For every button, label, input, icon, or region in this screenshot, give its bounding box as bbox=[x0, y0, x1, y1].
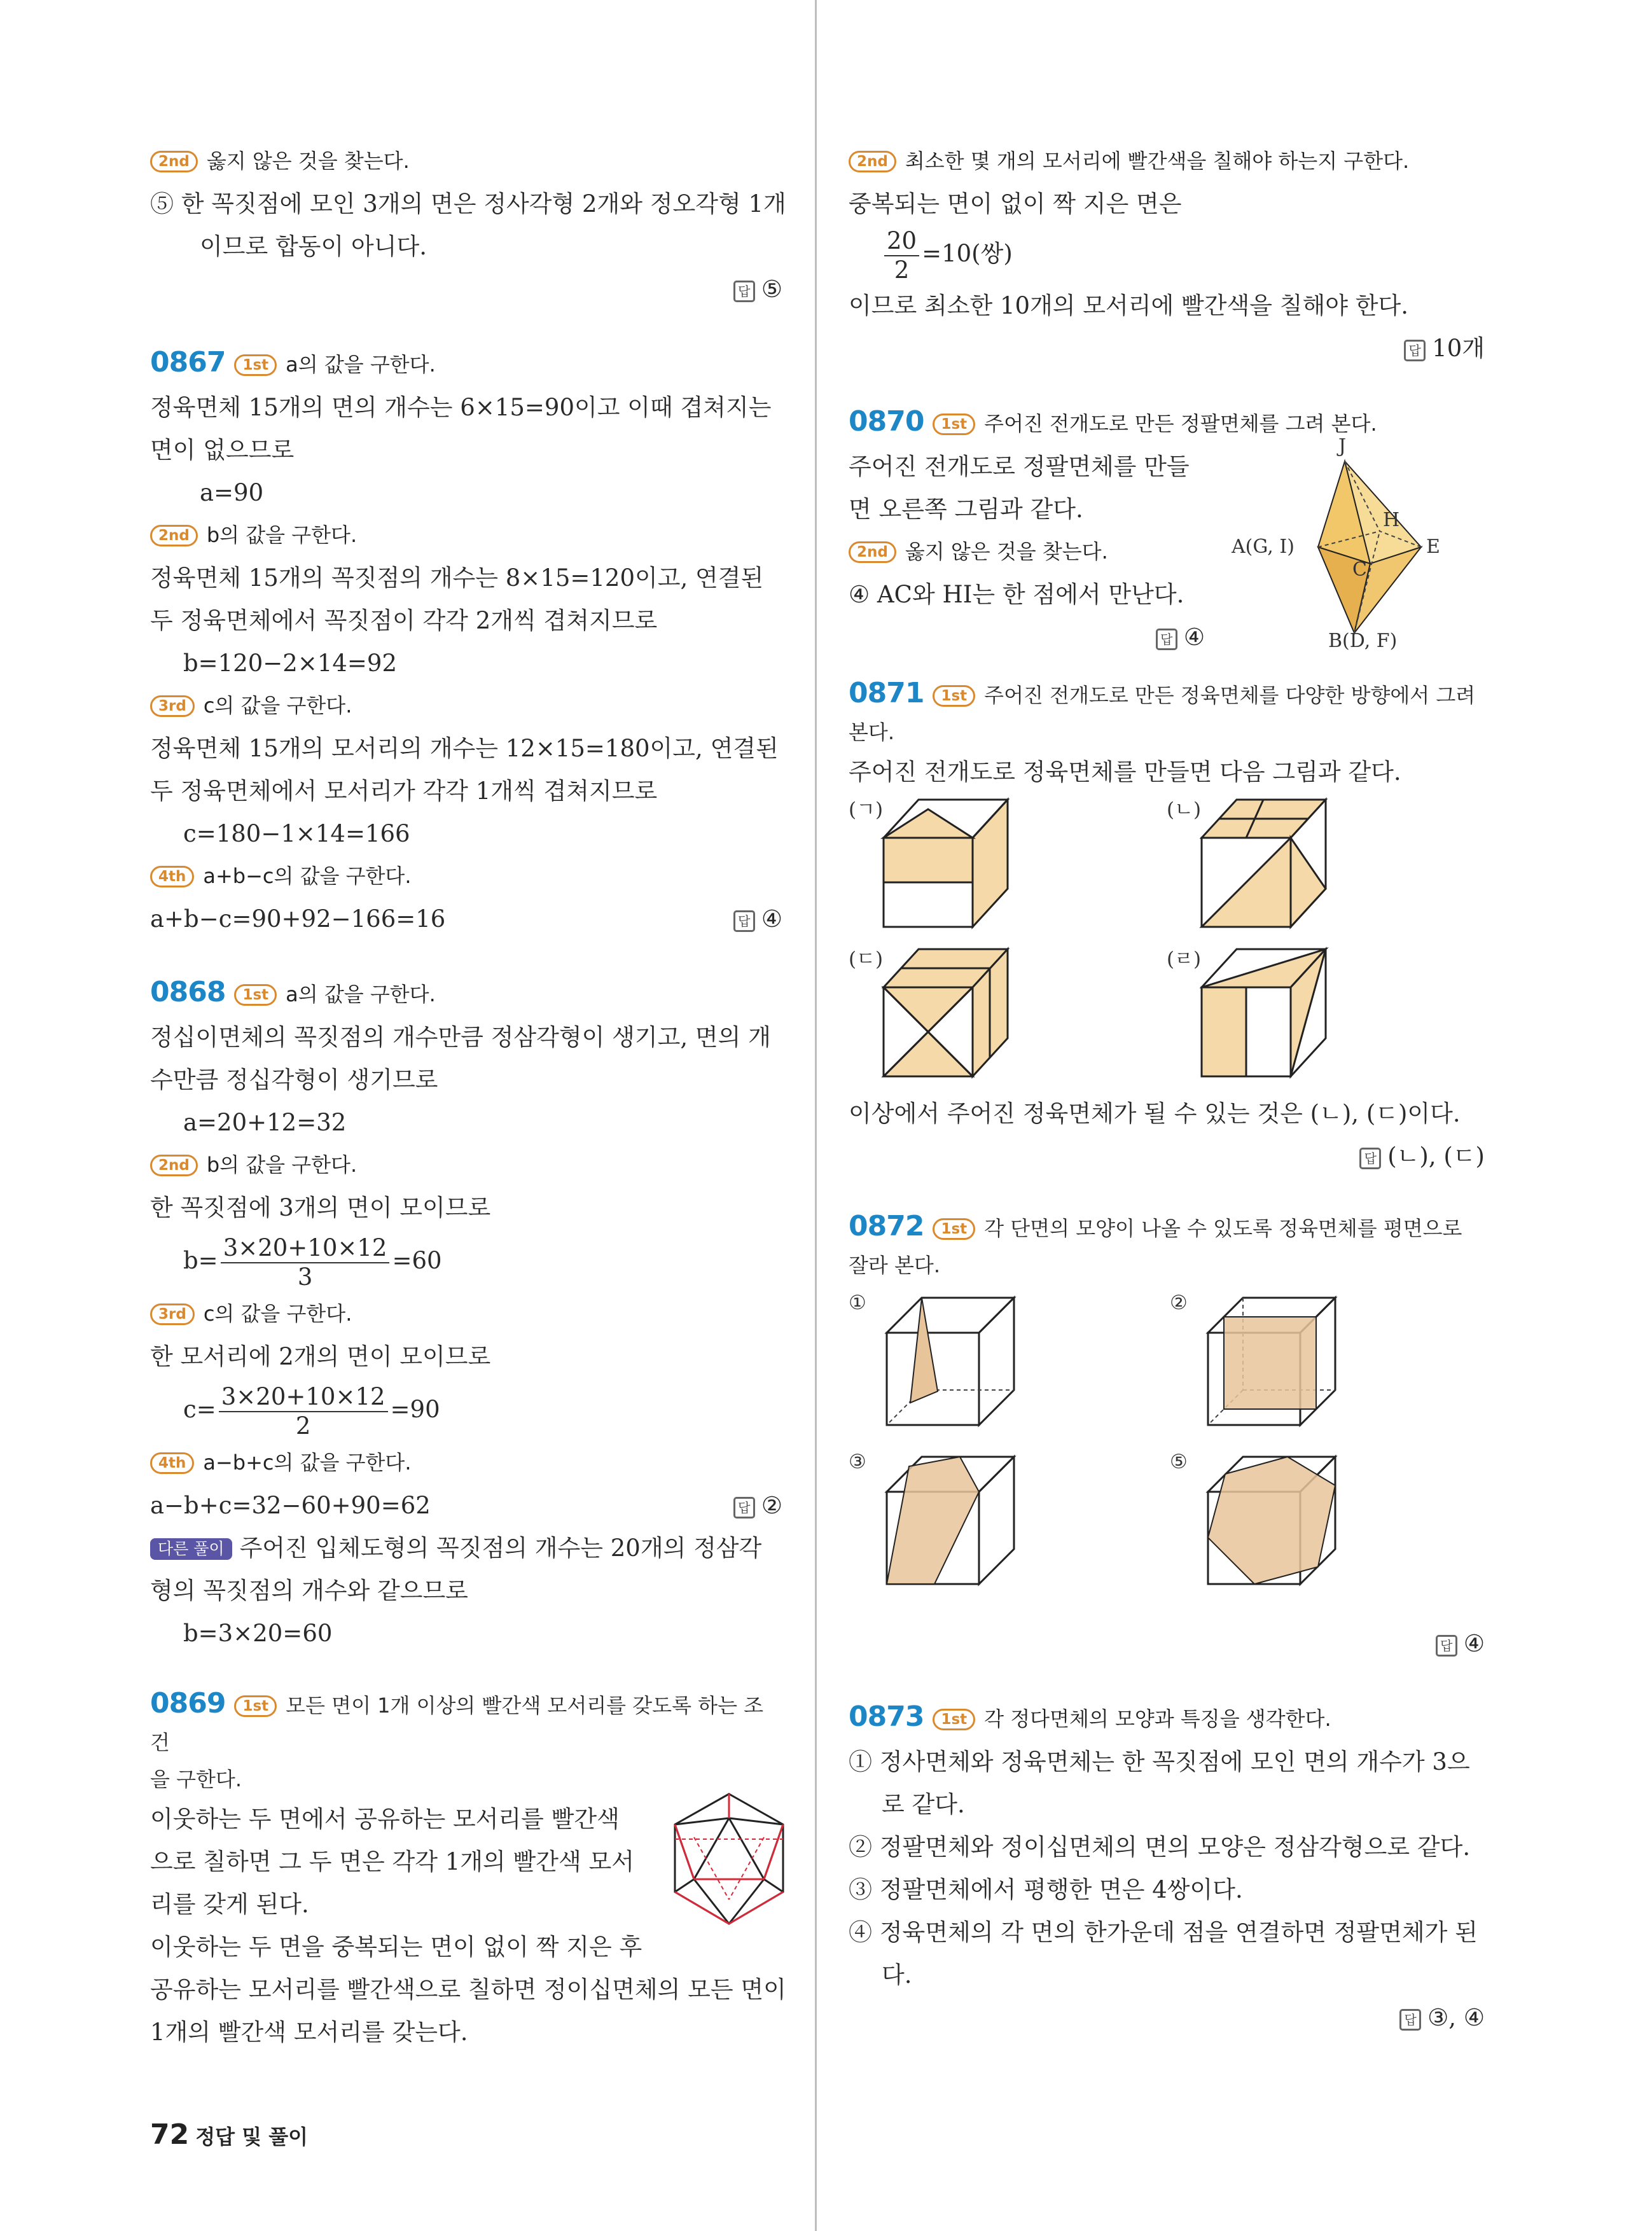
equation-rhs: =90 bbox=[390, 1396, 440, 1423]
cube-section-3 bbox=[884, 1454, 1020, 1590]
text-line: 정육면체 15개의 꼭짓점의 개수는 8×15=120이고, 연결된 bbox=[150, 564, 764, 592]
fraction-numerator: 20 bbox=[884, 227, 919, 256]
answer-icon: 답 bbox=[1404, 340, 1426, 361]
answer bbox=[849, 616, 1205, 658]
text-line: ③ 정팔면체에서 평행한 면은 4쌍이다. bbox=[849, 1875, 1243, 1903]
step-text: a−b+c의 값을 구한다. bbox=[203, 1450, 412, 1475]
problem-header-0868 bbox=[150, 971, 782, 1016]
text-line: 두 정육면체에서 모서리가 각각 1개씩 겹쳐지므로 bbox=[150, 777, 658, 805]
text-line: 이상에서 주어진 정육면체가 될 수 있는 것은 (ㄴ), (ㄷ)이다. bbox=[849, 1099, 1461, 1127]
cube-figure-d bbox=[1198, 946, 1332, 1080]
red-edges bbox=[675, 1794, 783, 1924]
figure-mark: ② bbox=[1170, 1291, 1188, 1314]
step-badge: 1st bbox=[933, 1218, 975, 1240]
equation: a=20+12=32 bbox=[183, 1109, 347, 1136]
vertex-label-c: C bbox=[1352, 558, 1367, 581]
text-line: ② 정팔면체와 정이십면체의 면의 모양은 정삼각형으로 같다. bbox=[849, 1833, 1471, 1861]
text-line: 리를 갖게 된다. bbox=[150, 1891, 309, 1918]
fraction-numerator: 3×20+10×12 bbox=[221, 1234, 390, 1263]
equation-lhs: c= bbox=[183, 1396, 216, 1423]
step-badge: 2nd bbox=[849, 541, 896, 563]
text-line: 이웃하는 두 면을 중복되는 면이 없이 짝 지은 후 bbox=[150, 1933, 642, 1961]
step-text: 잘라 본다. bbox=[849, 1253, 940, 1277]
cube-figure-c bbox=[880, 946, 1014, 1080]
vertex-label-a: A(G, I) bbox=[1232, 535, 1295, 558]
text-line: 다. bbox=[882, 1961, 912, 1989]
text-line: ④ 정육면체의 각 면의 한가운데 점을 연결하면 정팔면체가 된 bbox=[849, 1918, 1478, 1946]
text-line: 정육면체 15개의 면의 개수는 6×15=90이고 이때 겹쳐지는 bbox=[150, 394, 772, 421]
step-text: c의 값을 구한다. bbox=[203, 1302, 352, 1326]
fraction-denominator: 2 bbox=[295, 1412, 311, 1440]
text-line: ④ AC와 HI는 한 점에서 만난다. bbox=[849, 580, 1184, 608]
problem-header-0871 bbox=[849, 675, 1485, 751]
answer-value: (ㄴ), (ㄷ) bbox=[1387, 1142, 1485, 1170]
text-line: 정육면체 15개의 모서리의 개수는 12×15=180이고, 연결된 bbox=[150, 735, 779, 762]
answer bbox=[849, 1622, 1485, 1665]
answer bbox=[849, 1996, 1485, 2039]
step-badge: 4th bbox=[150, 866, 194, 887]
step-badge: 1st bbox=[234, 354, 277, 376]
figure-mark: ⑤ bbox=[1170, 1450, 1188, 1473]
problem-number: 0869 bbox=[150, 1687, 226, 1720]
text-line: 이므로 최소한 10개의 모서리에 빨간색을 칠해야 한다. bbox=[849, 291, 1408, 319]
alt-solution-line bbox=[150, 1527, 782, 1569]
step-text: b의 값을 구한다. bbox=[206, 1153, 357, 1177]
footer-title: 정답 및 풀이 bbox=[195, 2125, 309, 2149]
cube-section-2 bbox=[1205, 1295, 1342, 1431]
step-badge: 2nd bbox=[150, 525, 198, 546]
step-text: 주어진 전개도로 만든 정육면체를 다양한 방향에서 그려 bbox=[984, 683, 1476, 707]
answer-icon: 답 bbox=[1436, 1635, 1457, 1657]
text-line: 로 같다. bbox=[882, 1790, 965, 1818]
figure-mark: (ㄹ) bbox=[1167, 947, 1202, 971]
text-line: ⑤ 한 꼭짓점에 모인 3개의 면은 정사각형 2개와 정오각형 1개 bbox=[150, 190, 786, 218]
answer-value: 10개 bbox=[1432, 334, 1485, 362]
step-line bbox=[150, 1293, 782, 1335]
figure-mark: (ㄱ) bbox=[849, 798, 884, 821]
answer-value: ④ bbox=[1463, 1629, 1485, 1657]
figure-mark: (ㄷ) bbox=[849, 947, 884, 971]
equation-lhs: b= bbox=[183, 1247, 218, 1274]
answer-icon: 답 bbox=[733, 910, 755, 932]
text-line: 면이 없으므로 bbox=[150, 436, 295, 464]
step-line bbox=[150, 685, 782, 727]
equation-rhs: =60 bbox=[392, 1247, 442, 1274]
icosahedron-front-triangle bbox=[694, 1818, 764, 1879]
fraction-equation bbox=[150, 1229, 782, 1293]
step-line bbox=[849, 140, 1485, 183]
vertex-label-b: B(D, F) bbox=[1328, 629, 1398, 652]
step-badge: 3rd bbox=[150, 1303, 195, 1325]
problem-number: 0870 bbox=[849, 405, 924, 438]
step-text: 각 정다면체의 모양과 특징을 생각한다. bbox=[984, 1706, 1331, 1731]
step-line bbox=[150, 855, 782, 898]
answer-value: ③, ④ bbox=[1427, 2003, 1485, 2031]
text-line: 주어진 전개도로 정육면체를 만들면 다음 그림과 같다. bbox=[849, 758, 1401, 786]
column-divider bbox=[815, 0, 817, 2231]
text-line: 이므로 합동이 아니다. bbox=[200, 233, 427, 260]
equation: a−b+c=32−60+90=62 bbox=[150, 1492, 431, 1519]
text-line: 으로 칠하면 그 두 면은 각각 1개의 빨간색 모서 bbox=[150, 1848, 634, 1875]
figure-mark: (ㄴ) bbox=[1167, 798, 1202, 821]
equation-row bbox=[150, 898, 782, 940]
fraction-denominator: 2 bbox=[894, 256, 910, 284]
vertex-label-e: E bbox=[1426, 535, 1440, 558]
text-line: 이웃하는 두 면에서 공유하는 모서리를 빨간색 bbox=[150, 1805, 620, 1833]
equation: a=90 bbox=[200, 479, 264, 506]
text-line: 수만큼 정십각형이 생기므로 bbox=[150, 1066, 438, 1094]
problem-number: 0867 bbox=[150, 346, 226, 379]
vertex-label-j: J bbox=[1338, 434, 1347, 457]
octahedron-block bbox=[849, 434, 1485, 658]
fraction bbox=[219, 1383, 388, 1440]
step-text: b의 값을 구한다. bbox=[206, 523, 357, 547]
step-badge: 3rd bbox=[150, 695, 195, 717]
step-text: c의 값을 구한다. bbox=[203, 693, 352, 718]
step-text: a의 값을 구한다. bbox=[286, 352, 436, 377]
problem-header-0867 bbox=[150, 341, 782, 386]
cube-figure-b bbox=[1198, 796, 1332, 930]
octahedron-figure bbox=[1232, 434, 1491, 655]
step-badge: 2nd bbox=[849, 151, 896, 172]
step-text: 주어진 전개도로 만든 정팔면체를 그려 본다. bbox=[984, 411, 1377, 436]
cube-figure-a bbox=[880, 796, 1014, 930]
equation: c=180−1×14=166 bbox=[183, 820, 410, 847]
text-line: 정십이면체의 꼭짓점의 개수만큼 정삼각형이 생기고, 면의 개 bbox=[150, 1024, 771, 1051]
answer bbox=[733, 898, 782, 940]
problem-number: 0868 bbox=[150, 976, 226, 1008]
step-badge: 1st bbox=[933, 685, 975, 707]
answer bbox=[733, 1484, 782, 1527]
equation-row bbox=[150, 1484, 782, 1527]
answer bbox=[849, 327, 1485, 370]
fraction-equation bbox=[849, 225, 1485, 284]
step-text: 본다. bbox=[849, 719, 894, 744]
step-text: 옳지 않은 것을 찾는다. bbox=[206, 149, 410, 173]
step-text: 최소한 몇 개의 모서리에 빨간색을 칠해야 하는지 구한다. bbox=[905, 149, 1410, 173]
fraction-equation bbox=[150, 1378, 782, 1442]
step-badge: 2nd bbox=[150, 1155, 198, 1176]
answer-icon: 답 bbox=[733, 1497, 755, 1519]
equation: a+b−c=90+92−166=16 bbox=[150, 905, 446, 933]
cube-figures-0871 bbox=[849, 793, 1485, 1092]
step-line bbox=[150, 514, 782, 557]
text-line: 공유하는 모서리를 빨간색으로 칠하면 정이십면체의 모든 면이 bbox=[150, 1976, 786, 2003]
cube-sections-0872 bbox=[849, 1291, 1485, 1622]
alt-solution-badge: 다른 풀이 bbox=[150, 1538, 232, 1560]
step-text: 옳지 않은 것을 찾는다. bbox=[905, 539, 1108, 564]
fraction bbox=[884, 227, 919, 284]
fraction-numerator: 3×20+10×12 bbox=[219, 1383, 388, 1412]
icosahedron-figure bbox=[669, 1791, 789, 1928]
answer-value: ④ bbox=[761, 905, 782, 933]
figure-mark: ③ bbox=[849, 1450, 866, 1473]
step-text: 모든 면이 1개 이상의 빨간색 모서리를 갖도록 하는 조건 bbox=[150, 1693, 764, 1755]
figure-mark: ① bbox=[849, 1291, 866, 1314]
step-line bbox=[150, 140, 782, 183]
left-column bbox=[150, 140, 786, 2054]
step-badge: 4th bbox=[150, 1452, 194, 1474]
step-badge: 2nd bbox=[150, 151, 198, 172]
problem-number: 0871 bbox=[849, 676, 924, 709]
step-text: a의 값을 구한다. bbox=[286, 982, 436, 1006]
answer-value: ④ bbox=[1183, 623, 1205, 651]
text-line: 한 모서리에 2개의 면이 모이므로 bbox=[150, 1343, 491, 1370]
text-line: 형의 꼭짓점의 개수와 같으므로 bbox=[150, 1577, 468, 1604]
step-badge: 1st bbox=[234, 1695, 277, 1717]
answer-icon: 답 bbox=[1399, 2009, 1421, 2031]
problem-number: 0873 bbox=[849, 1700, 924, 1733]
fraction bbox=[221, 1234, 390, 1291]
problem-header-0873 bbox=[849, 1695, 1485, 1741]
text-line: 한 꼭짓점에 3개의 면이 모이므로 bbox=[150, 1194, 491, 1221]
problem-header-0869 bbox=[150, 1685, 782, 1798]
cube-section-5 bbox=[1205, 1454, 1342, 1590]
answer bbox=[150, 268, 782, 310]
equation: b=120−2×14=92 bbox=[183, 650, 398, 677]
page-footer bbox=[150, 2118, 308, 2151]
page-number: 72 bbox=[150, 2118, 190, 2151]
step-line bbox=[150, 1144, 782, 1186]
vertex-label-h: H bbox=[1383, 508, 1400, 531]
step-text: 각 단면의 모양이 나올 수 있도록 정육면체를 평면으로 bbox=[984, 1216, 1462, 1241]
step-line bbox=[150, 1442, 782, 1484]
text-line: 주어진 입체도형의 꼭짓점의 개수는 20개의 정삼각 bbox=[239, 1534, 762, 1562]
problem-number: 0872 bbox=[849, 1209, 924, 1242]
step-text: 을 구한다. bbox=[150, 1767, 242, 1791]
answer-icon: 답 bbox=[1359, 1148, 1381, 1169]
icosahedron-block bbox=[150, 1798, 782, 1926]
problem-header-0872 bbox=[849, 1208, 1485, 1284]
text-line: 면 오른쪽 그림과 같다. bbox=[849, 495, 1083, 523]
step-badge: 1st bbox=[234, 984, 277, 1006]
cube-section-1 bbox=[884, 1295, 1020, 1431]
right-column bbox=[849, 140, 1485, 2039]
step-badge: 1st bbox=[933, 414, 975, 435]
answer bbox=[849, 1135, 1485, 1178]
answer-value: ⑤ bbox=[761, 275, 782, 303]
answer-icon: 답 bbox=[733, 281, 755, 302]
answer-value: ② bbox=[761, 1492, 782, 1519]
fraction-denominator: 3 bbox=[297, 1263, 313, 1291]
text-line: 중복되는 면이 없이 짝 지은 면은 bbox=[849, 190, 1182, 218]
text-line: ① 정사면체와 정육면체는 한 꼭짓점에 모인 면의 개수가 3으 bbox=[849, 1748, 1470, 1776]
text-line: 두 정육면체에서 꼭짓점이 각각 2개씩 겹쳐지므로 bbox=[150, 607, 658, 634]
text-line: 1개의 빨간색 모서리를 갖는다. bbox=[150, 2019, 468, 2046]
answer-icon: 답 bbox=[1156, 629, 1177, 650]
step-badge: 1st bbox=[933, 1709, 975, 1730]
equation: b=3×20=60 bbox=[183, 1620, 333, 1647]
equation-rhs: =10(쌍) bbox=[922, 240, 1013, 267]
text-line: 주어진 전개도로 정팔면체를 만들 bbox=[849, 452, 1190, 480]
step-text: a+b−c의 값을 구한다. bbox=[203, 864, 412, 888]
